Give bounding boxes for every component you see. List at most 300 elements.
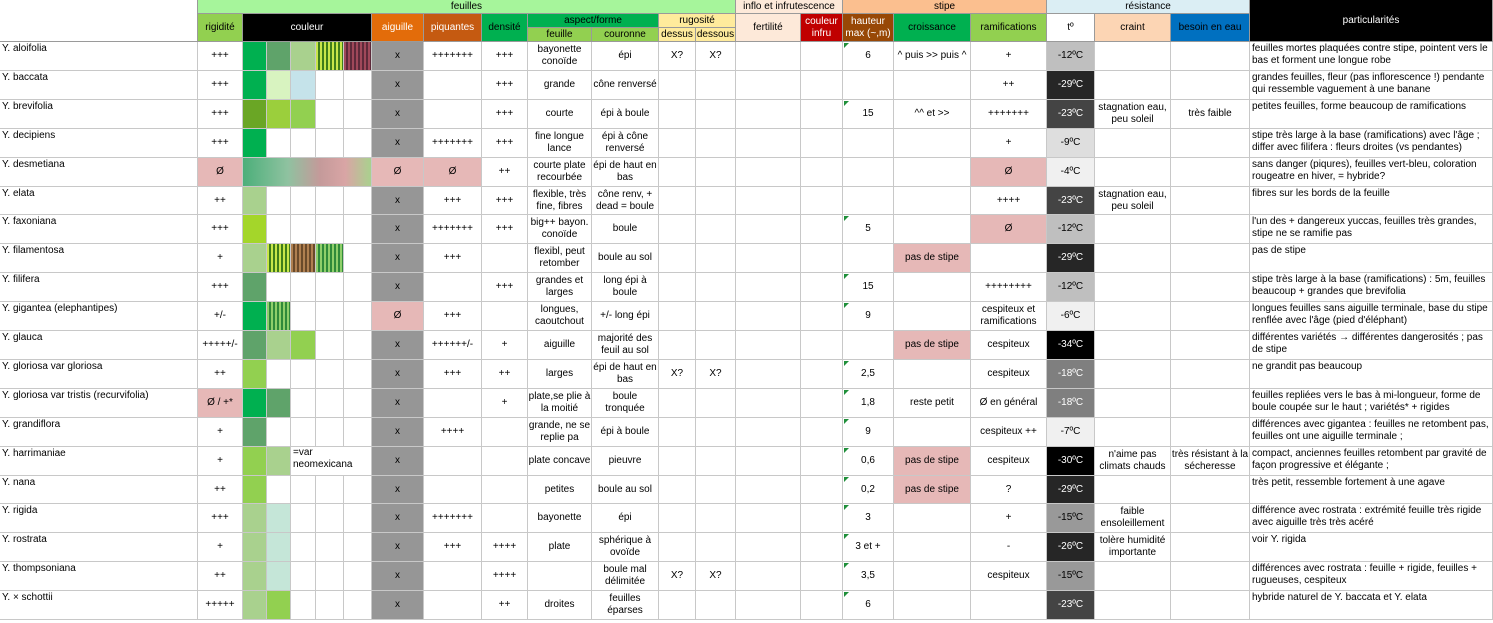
- couleur-swatch[interactable]: [243, 187, 267, 215]
- fertilite-cell[interactable]: [736, 533, 801, 562]
- couleur-swatch[interactable]: [267, 504, 291, 533]
- header-couleur[interactable]: couleur: [243, 14, 372, 42]
- hauteur-cell[interactable]: 3: [843, 504, 894, 533]
- craint-cell[interactable]: [1095, 591, 1171, 620]
- particularites-cell[interactable]: pas de stipe: [1250, 244, 1493, 273]
- rugosite-dessus-cell[interactable]: [659, 389, 696, 418]
- header-craint[interactable]: craint: [1095, 14, 1171, 42]
- ramifications-cell[interactable]: cespiteux: [971, 360, 1047, 389]
- feuille-cell[interactable]: bayonette: [528, 504, 592, 533]
- couleur-swatch[interactable]: [291, 360, 316, 389]
- fertilite-cell[interactable]: [736, 244, 801, 273]
- rugosite-dessous-cell[interactable]: [696, 100, 736, 129]
- ramifications-cell[interactable]: Ø: [971, 215, 1047, 244]
- densite-cell[interactable]: +++: [482, 71, 528, 100]
- couleur-infru-cell[interactable]: [801, 302, 843, 331]
- temperature-cell[interactable]: -23ºC: [1047, 100, 1095, 129]
- croissance-cell[interactable]: [894, 360, 971, 389]
- croissance-cell[interactable]: [894, 504, 971, 533]
- particularites-cell[interactable]: compact, anciennes feuilles retombent par gravité de façon progressive et élégante ;: [1250, 447, 1493, 476]
- couleur-swatch[interactable]: [267, 42, 291, 71]
- couleur-swatch[interactable]: [316, 244, 344, 273]
- ramifications-cell[interactable]: +: [971, 504, 1047, 533]
- couleur-swatch[interactable]: [243, 158, 372, 187]
- couronne-cell[interactable]: +/- long épi: [592, 302, 659, 331]
- rigidite-cell[interactable]: Ø: [198, 158, 243, 187]
- couronne-cell[interactable]: épi à boule: [592, 100, 659, 129]
- couleur-note[interactable]: =var neomexicana: [291, 447, 372, 476]
- species-name[interactable]: Y. nana: [0, 476, 198, 504]
- species-name[interactable]: Y. elata: [0, 187, 198, 215]
- header-croissance[interactable]: croissance: [894, 14, 971, 42]
- temperature-cell[interactable]: -6ºC: [1047, 302, 1095, 331]
- couleur-swatch[interactable]: [291, 418, 316, 447]
- couleur-swatch[interactable]: [344, 100, 372, 129]
- rigidite-cell[interactable]: +++: [198, 42, 243, 71]
- besoin-eau-cell[interactable]: [1171, 331, 1250, 360]
- craint-cell[interactable]: tolère humidité importante: [1095, 533, 1171, 562]
- couleur-swatch[interactable]: [267, 302, 291, 331]
- rugosite-dessous-cell[interactable]: [696, 71, 736, 100]
- croissance-cell[interactable]: [894, 418, 971, 447]
- croissance-cell[interactable]: [894, 273, 971, 302]
- densite-cell[interactable]: [482, 504, 528, 533]
- couleur-swatch[interactable]: [316, 129, 344, 158]
- temperature-cell[interactable]: -15ºC: [1047, 504, 1095, 533]
- couleur-swatch[interactable]: [344, 331, 372, 360]
- aiguille-cell[interactable]: x: [372, 533, 424, 562]
- densite-cell[interactable]: +++: [482, 129, 528, 158]
- aiguille-cell[interactable]: x: [372, 447, 424, 476]
- feuille-cell[interactable]: flexibl, peut retomber: [528, 244, 592, 273]
- ramifications-cell[interactable]: +: [971, 42, 1047, 71]
- hauteur-cell[interactable]: 3,5: [843, 562, 894, 591]
- besoin-eau-cell[interactable]: [1171, 360, 1250, 389]
- densite-cell[interactable]: [482, 447, 528, 476]
- rugosite-dessous-cell[interactable]: [696, 331, 736, 360]
- besoin-eau-cell[interactable]: [1171, 476, 1250, 504]
- particularites-cell[interactable]: stipe très large à la base (ramifications) : 5m, feuilles beaucoup + grandes que brevifolia: [1250, 273, 1493, 302]
- croissance-cell[interactable]: ^ puis >> puis ^: [894, 42, 971, 71]
- couronne-cell[interactable]: épi à boule: [592, 418, 659, 447]
- particularites-cell[interactable]: différences avec rostrata : feuille + rigide, feuilles + rugueuses, cespiteux: [1250, 562, 1493, 591]
- rugosite-dessus-cell[interactable]: [659, 418, 696, 447]
- craint-cell[interactable]: [1095, 244, 1171, 273]
- croissance-cell[interactable]: [894, 562, 971, 591]
- couleur-swatch[interactable]: [316, 42, 344, 71]
- rugosite-dessus-cell[interactable]: [659, 504, 696, 533]
- particularites-cell[interactable]: différence avec rostrata : extrémité feuille très rigide avec aiguille très très acéré: [1250, 504, 1493, 533]
- rugosite-dessous-cell[interactable]: [696, 302, 736, 331]
- besoin-eau-cell[interactable]: [1171, 591, 1250, 620]
- ramifications-cell[interactable]: cespiteux: [971, 447, 1047, 476]
- couleur-swatch[interactable]: [316, 533, 344, 562]
- particularites-cell[interactable]: feuilles mortes plaquées contre stipe, pointent vers le bas et forment une longue robe: [1250, 42, 1493, 71]
- couronne-cell[interactable]: boule au sol: [592, 476, 659, 504]
- densite-cell[interactable]: +: [482, 331, 528, 360]
- hauteur-cell[interactable]: 0,2: [843, 476, 894, 504]
- couleur-infru-cell[interactable]: [801, 244, 843, 273]
- couleur-swatch[interactable]: [291, 187, 316, 215]
- couleur-swatch[interactable]: [316, 389, 344, 418]
- rigidite-cell[interactable]: +++++/-: [198, 331, 243, 360]
- rugosite-dessus-cell[interactable]: [659, 215, 696, 244]
- feuille-cell[interactable]: plate,se plie à la moitié: [528, 389, 592, 418]
- temperature-cell[interactable]: -23ºC: [1047, 187, 1095, 215]
- craint-cell[interactable]: stagnation eau, peu soleil: [1095, 100, 1171, 129]
- hauteur-cell[interactable]: 9: [843, 302, 894, 331]
- couleur-swatch[interactable]: [243, 562, 267, 591]
- rugosite-dessous-cell[interactable]: [696, 447, 736, 476]
- couleur-swatch[interactable]: [243, 504, 267, 533]
- species-name[interactable]: Y. rostrata: [0, 533, 198, 562]
- couleur-swatch[interactable]: [267, 100, 291, 129]
- couleur-swatch[interactable]: [243, 215, 267, 244]
- craint-cell[interactable]: stagnation eau, peu soleil: [1095, 187, 1171, 215]
- rugosite-dessus-cell[interactable]: [659, 244, 696, 273]
- couleur-swatch[interactable]: [243, 273, 267, 302]
- couleur-swatch[interactable]: [316, 100, 344, 129]
- croissance-cell[interactable]: [894, 591, 971, 620]
- croissance-cell[interactable]: [894, 187, 971, 215]
- hauteur-cell[interactable]: [843, 129, 894, 158]
- craint-cell[interactable]: [1095, 562, 1171, 591]
- croissance-cell[interactable]: [894, 129, 971, 158]
- temperature-cell[interactable]: -12ºC: [1047, 215, 1095, 244]
- densite-cell[interactable]: [482, 418, 528, 447]
- aiguille-cell[interactable]: x: [372, 273, 424, 302]
- piquantes-cell[interactable]: ++++++/-: [424, 331, 482, 360]
- couleur-swatch[interactable]: [344, 42, 372, 71]
- header-fertilite[interactable]: fertilité: [736, 14, 801, 42]
- rugosite-dessous-cell[interactable]: X?: [696, 42, 736, 71]
- feuille-cell[interactable]: grande, ne se replie pa: [528, 418, 592, 447]
- piquantes-cell[interactable]: +++: [424, 360, 482, 389]
- particularites-cell[interactable]: longues feuilles sans aiguille terminale, base du stipe renflée avec l'âge (pied d'éléphant): [1250, 302, 1493, 331]
- rugosite-dessus-cell[interactable]: [659, 158, 696, 187]
- species-name[interactable]: Y. filifera: [0, 273, 198, 302]
- rigidite-cell[interactable]: ++: [198, 476, 243, 504]
- besoin-eau-cell[interactable]: [1171, 158, 1250, 187]
- couleur-infru-cell[interactable]: [801, 273, 843, 302]
- densite-cell[interactable]: ++++: [482, 533, 528, 562]
- fertilite-cell[interactable]: [736, 562, 801, 591]
- rugosite-dessous-cell[interactable]: [696, 504, 736, 533]
- couronne-cell[interactable]: sphérique à ovoïde: [592, 533, 659, 562]
- rugosite-dessous-cell[interactable]: [696, 591, 736, 620]
- couleur-swatch[interactable]: [344, 273, 372, 302]
- hauteur-cell[interactable]: 5: [843, 215, 894, 244]
- rugosite-dessous-cell[interactable]: [696, 389, 736, 418]
- couronne-cell[interactable]: boule: [592, 215, 659, 244]
- couleur-swatch[interactable]: [267, 215, 291, 244]
- fertilite-cell[interactable]: [736, 158, 801, 187]
- rigidite-cell[interactable]: +++: [198, 71, 243, 100]
- aiguille-cell[interactable]: x: [372, 504, 424, 533]
- feuille-cell[interactable]: grande: [528, 71, 592, 100]
- couleur-swatch[interactable]: [267, 273, 291, 302]
- piquantes-cell[interactable]: [424, 389, 482, 418]
- species-name[interactable]: Y. glauca: [0, 331, 198, 360]
- couleur-swatch[interactable]: [291, 562, 316, 591]
- fertilite-cell[interactable]: [736, 476, 801, 504]
- fertilite-cell[interactable]: [736, 418, 801, 447]
- piquantes-cell[interactable]: +++: [424, 187, 482, 215]
- ramifications-cell[interactable]: ++++++++: [971, 273, 1047, 302]
- fertilite-cell[interactable]: [736, 360, 801, 389]
- densite-cell[interactable]: +++: [482, 273, 528, 302]
- fertilite-cell[interactable]: [736, 447, 801, 476]
- couleur-swatch[interactable]: [344, 418, 372, 447]
- couleur-infru-cell[interactable]: [801, 215, 843, 244]
- header-rigidite[interactable]: rigidité: [198, 14, 243, 42]
- couronne-cell[interactable]: boule mal délimitée: [592, 562, 659, 591]
- ramifications-cell[interactable]: cespiteux: [971, 562, 1047, 591]
- couleur-swatch[interactable]: [291, 389, 316, 418]
- couleur-swatch[interactable]: [316, 476, 344, 504]
- hauteur-cell[interactable]: 15: [843, 273, 894, 302]
- couleur-swatch[interactable]: [316, 418, 344, 447]
- feuille-cell[interactable]: big++ bayon. conoïde: [528, 215, 592, 244]
- rigidite-cell[interactable]: +: [198, 418, 243, 447]
- hauteur-cell[interactable]: 9: [843, 418, 894, 447]
- rugosite-dessus-cell[interactable]: [659, 591, 696, 620]
- couleur-swatch[interactable]: [291, 591, 316, 620]
- rugosite-dessus-cell[interactable]: [659, 533, 696, 562]
- couleur-infru-cell[interactable]: [801, 533, 843, 562]
- rugosite-dessous-cell[interactable]: [696, 418, 736, 447]
- croissance-cell[interactable]: reste petit: [894, 389, 971, 418]
- fertilite-cell[interactable]: [736, 389, 801, 418]
- piquantes-cell[interactable]: +++: [424, 533, 482, 562]
- temperature-cell[interactable]: -7ºC: [1047, 418, 1095, 447]
- croissance-cell[interactable]: ^^ et >>: [894, 100, 971, 129]
- couleur-swatch[interactable]: [243, 360, 267, 389]
- couleur-swatch[interactable]: [243, 71, 267, 100]
- craint-cell[interactable]: [1095, 389, 1171, 418]
- craint-cell[interactable]: [1095, 302, 1171, 331]
- couleur-infru-cell[interactable]: [801, 447, 843, 476]
- couleur-swatch[interactable]: [243, 42, 267, 71]
- couronne-cell[interactable]: cône renversé: [592, 71, 659, 100]
- couleur-swatch[interactable]: [344, 71, 372, 100]
- couronne-cell[interactable]: boule tronquée: [592, 389, 659, 418]
- couleur-swatch[interactable]: [291, 504, 316, 533]
- species-name[interactable]: Y. baccata: [0, 71, 198, 100]
- besoin-eau-cell[interactable]: [1171, 215, 1250, 244]
- species-name[interactable]: Y. harrimaniae: [0, 447, 198, 476]
- craint-cell[interactable]: faible ensoleillement: [1095, 504, 1171, 533]
- rigidite-cell[interactable]: +: [198, 244, 243, 273]
- rigidite-cell[interactable]: ++: [198, 187, 243, 215]
- couronne-cell[interactable]: épi: [592, 504, 659, 533]
- couleur-infru-cell[interactable]: [801, 42, 843, 71]
- header-densite[interactable]: densité: [482, 14, 528, 42]
- particularites-cell[interactable]: voir Y. rigida: [1250, 533, 1493, 562]
- rugosite-dessus-cell[interactable]: [659, 447, 696, 476]
- header-piquantes[interactable]: piquantes: [424, 14, 482, 42]
- couleur-swatch[interactable]: [316, 187, 344, 215]
- particularites-cell[interactable]: grandes feuilles, fleur (pas inflorescence !) pendante qui ressemble vaguement à une banane: [1250, 71, 1493, 100]
- particularites-cell[interactable]: fibres sur les bords de la feuille: [1250, 187, 1493, 215]
- couleur-swatch[interactable]: [291, 302, 316, 331]
- besoin-eau-cell[interactable]: [1171, 42, 1250, 71]
- couleur-swatch[interactable]: [291, 244, 316, 273]
- piquantes-cell[interactable]: [424, 447, 482, 476]
- species-name[interactable]: Y. gigantea (elephantipes): [0, 302, 198, 331]
- croissance-cell[interactable]: [894, 71, 971, 100]
- couleur-infru-cell[interactable]: [801, 187, 843, 215]
- couleur-swatch[interactable]: [291, 71, 316, 100]
- craint-cell[interactable]: [1095, 129, 1171, 158]
- fertilite-cell[interactable]: [736, 504, 801, 533]
- hauteur-cell[interactable]: 1,8: [843, 389, 894, 418]
- couleur-swatch[interactable]: [316, 591, 344, 620]
- croissance-cell[interactable]: [894, 158, 971, 187]
- particularites-cell[interactable]: petites feuilles, forme beaucoup de ramifications: [1250, 100, 1493, 129]
- couleur-swatch[interactable]: [316, 331, 344, 360]
- couleur-swatch[interactable]: [316, 302, 344, 331]
- rigidite-cell[interactable]: +++++: [198, 591, 243, 620]
- header-couronne[interactable]: couronne: [592, 28, 659, 42]
- header-stipe[interactable]: stipe: [843, 0, 1047, 14]
- craint-cell[interactable]: [1095, 273, 1171, 302]
- couleur-swatch[interactable]: [267, 187, 291, 215]
- header-particularites[interactable]: particularités: [1250, 0, 1493, 42]
- rugosite-dessus-cell[interactable]: X?: [659, 562, 696, 591]
- hauteur-cell[interactable]: [843, 331, 894, 360]
- rigidite-cell[interactable]: +++: [198, 273, 243, 302]
- besoin-eau-cell[interactable]: [1171, 244, 1250, 273]
- header-corner[interactable]: [0, 0, 198, 42]
- temperature-cell[interactable]: -12ºC: [1047, 42, 1095, 71]
- rugosite-dessous-cell[interactable]: [696, 129, 736, 158]
- aiguille-cell[interactable]: x: [372, 418, 424, 447]
- hauteur-cell[interactable]: 6: [843, 591, 894, 620]
- feuille-cell[interactable]: petites: [528, 476, 592, 504]
- couleur-infru-cell[interactable]: [801, 591, 843, 620]
- densite-cell[interactable]: [482, 244, 528, 273]
- piquantes-cell[interactable]: +++++++: [424, 215, 482, 244]
- densite-cell[interactable]: +++: [482, 42, 528, 71]
- feuille-cell[interactable]: plate concave: [528, 447, 592, 476]
- besoin-eau-cell[interactable]: [1171, 187, 1250, 215]
- couleur-swatch[interactable]: [243, 418, 267, 447]
- couronne-cell[interactable]: pieuvre: [592, 447, 659, 476]
- croissance-cell[interactable]: [894, 302, 971, 331]
- croissance-cell[interactable]: pas de stipe: [894, 476, 971, 504]
- particularites-cell[interactable]: différentes variétés → différentes dangerosités ; pas de stipe: [1250, 331, 1493, 360]
- fertilite-cell[interactable]: [736, 100, 801, 129]
- couleur-swatch[interactable]: [291, 533, 316, 562]
- feuille-cell[interactable]: droites: [528, 591, 592, 620]
- couleur-swatch[interactable]: [267, 476, 291, 504]
- feuille-cell[interactable]: courte: [528, 100, 592, 129]
- rugosite-dessus-cell[interactable]: [659, 331, 696, 360]
- ramifications-cell[interactable]: ?: [971, 476, 1047, 504]
- rigidite-cell[interactable]: +: [198, 447, 243, 476]
- rugosite-dessus-cell[interactable]: [659, 273, 696, 302]
- couleur-swatch[interactable]: [267, 533, 291, 562]
- species-name[interactable]: Y. filamentosa: [0, 244, 198, 273]
- aiguille-cell[interactable]: x: [372, 129, 424, 158]
- header-feuilles[interactable]: feuilles: [198, 0, 736, 14]
- couleur-infru-cell[interactable]: [801, 562, 843, 591]
- croissance-cell[interactable]: pas de stipe: [894, 447, 971, 476]
- ramifications-cell[interactable]: cespiteux et ramifications: [971, 302, 1047, 331]
- aiguille-cell[interactable]: Ø: [372, 302, 424, 331]
- couleur-swatch[interactable]: [291, 476, 316, 504]
- craint-cell[interactable]: [1095, 418, 1171, 447]
- temperature-cell[interactable]: -30ºC: [1047, 447, 1095, 476]
- rugosite-dessous-cell[interactable]: X?: [696, 360, 736, 389]
- header-besoin[interactable]: besoin en eau: [1171, 14, 1250, 42]
- aiguille-cell[interactable]: x: [372, 389, 424, 418]
- densite-cell[interactable]: +++: [482, 215, 528, 244]
- densite-cell[interactable]: +++: [482, 187, 528, 215]
- hauteur-cell[interactable]: 3 et +: [843, 533, 894, 562]
- couleur-swatch[interactable]: [344, 187, 372, 215]
- rugosite-dessus-cell[interactable]: [659, 100, 696, 129]
- fertilite-cell[interactable]: [736, 129, 801, 158]
- besoin-eau-cell[interactable]: très faible: [1171, 100, 1250, 129]
- species-name[interactable]: Y. decipiens: [0, 129, 198, 158]
- couleur-swatch[interactable]: [316, 71, 344, 100]
- couleur-swatch[interactable]: [291, 129, 316, 158]
- piquantes-cell[interactable]: +++++++: [424, 42, 482, 71]
- densite-cell[interactable]: ++: [482, 591, 528, 620]
- ramifications-cell[interactable]: +: [971, 129, 1047, 158]
- species-name[interactable]: Y. gloriosa var gloriosa: [0, 360, 198, 389]
- aiguille-cell[interactable]: x: [372, 215, 424, 244]
- aiguille-cell[interactable]: x: [372, 71, 424, 100]
- particularites-cell[interactable]: très petit, ressemble fortement à une agave: [1250, 476, 1493, 504]
- couleur-swatch[interactable]: [267, 360, 291, 389]
- craint-cell[interactable]: [1095, 331, 1171, 360]
- couleur-swatch[interactable]: [316, 504, 344, 533]
- rugosite-dessous-cell[interactable]: [696, 533, 736, 562]
- ramifications-cell[interactable]: [971, 591, 1047, 620]
- couronne-cell[interactable]: feuilles éparses: [592, 591, 659, 620]
- couleur-swatch[interactable]: [243, 533, 267, 562]
- densite-cell[interactable]: [482, 476, 528, 504]
- couleur-swatch[interactable]: [291, 215, 316, 244]
- header-aiguille[interactable]: aiguille: [372, 14, 424, 42]
- couronne-cell[interactable]: épi à cône renversé: [592, 129, 659, 158]
- couleur-swatch[interactable]: [344, 476, 372, 504]
- couleur-swatch[interactable]: [243, 129, 267, 158]
- couronne-cell[interactable]: majorité des feuil au sol: [592, 331, 659, 360]
- aiguille-cell[interactable]: x: [372, 360, 424, 389]
- couleur-swatch[interactable]: [344, 244, 372, 273]
- species-name[interactable]: Y. gloriosa var tristis (recurvifolia): [0, 389, 198, 418]
- species-name[interactable]: Y. rigida: [0, 504, 198, 533]
- couleur-swatch[interactable]: [267, 447, 291, 476]
- couleur-infru-cell[interactable]: [801, 476, 843, 504]
- couleur-swatch[interactable]: [243, 389, 267, 418]
- rugosite-dessus-cell[interactable]: X?: [659, 360, 696, 389]
- rugosite-dessus-cell[interactable]: [659, 71, 696, 100]
- craint-cell[interactable]: [1095, 476, 1171, 504]
- densite-cell[interactable]: [482, 302, 528, 331]
- piquantes-cell[interactable]: ++++: [424, 418, 482, 447]
- densite-cell[interactable]: ++++: [482, 562, 528, 591]
- piquantes-cell[interactable]: [424, 71, 482, 100]
- besoin-eau-cell[interactable]: [1171, 418, 1250, 447]
- ramifications-cell[interactable]: cespiteux: [971, 331, 1047, 360]
- particularites-cell[interactable]: stipe très large à la base (ramifications) avec l'âge ; differ avec filifera : fleurs droites (vs pendantes): [1250, 129, 1493, 158]
- densite-cell[interactable]: ++: [482, 360, 528, 389]
